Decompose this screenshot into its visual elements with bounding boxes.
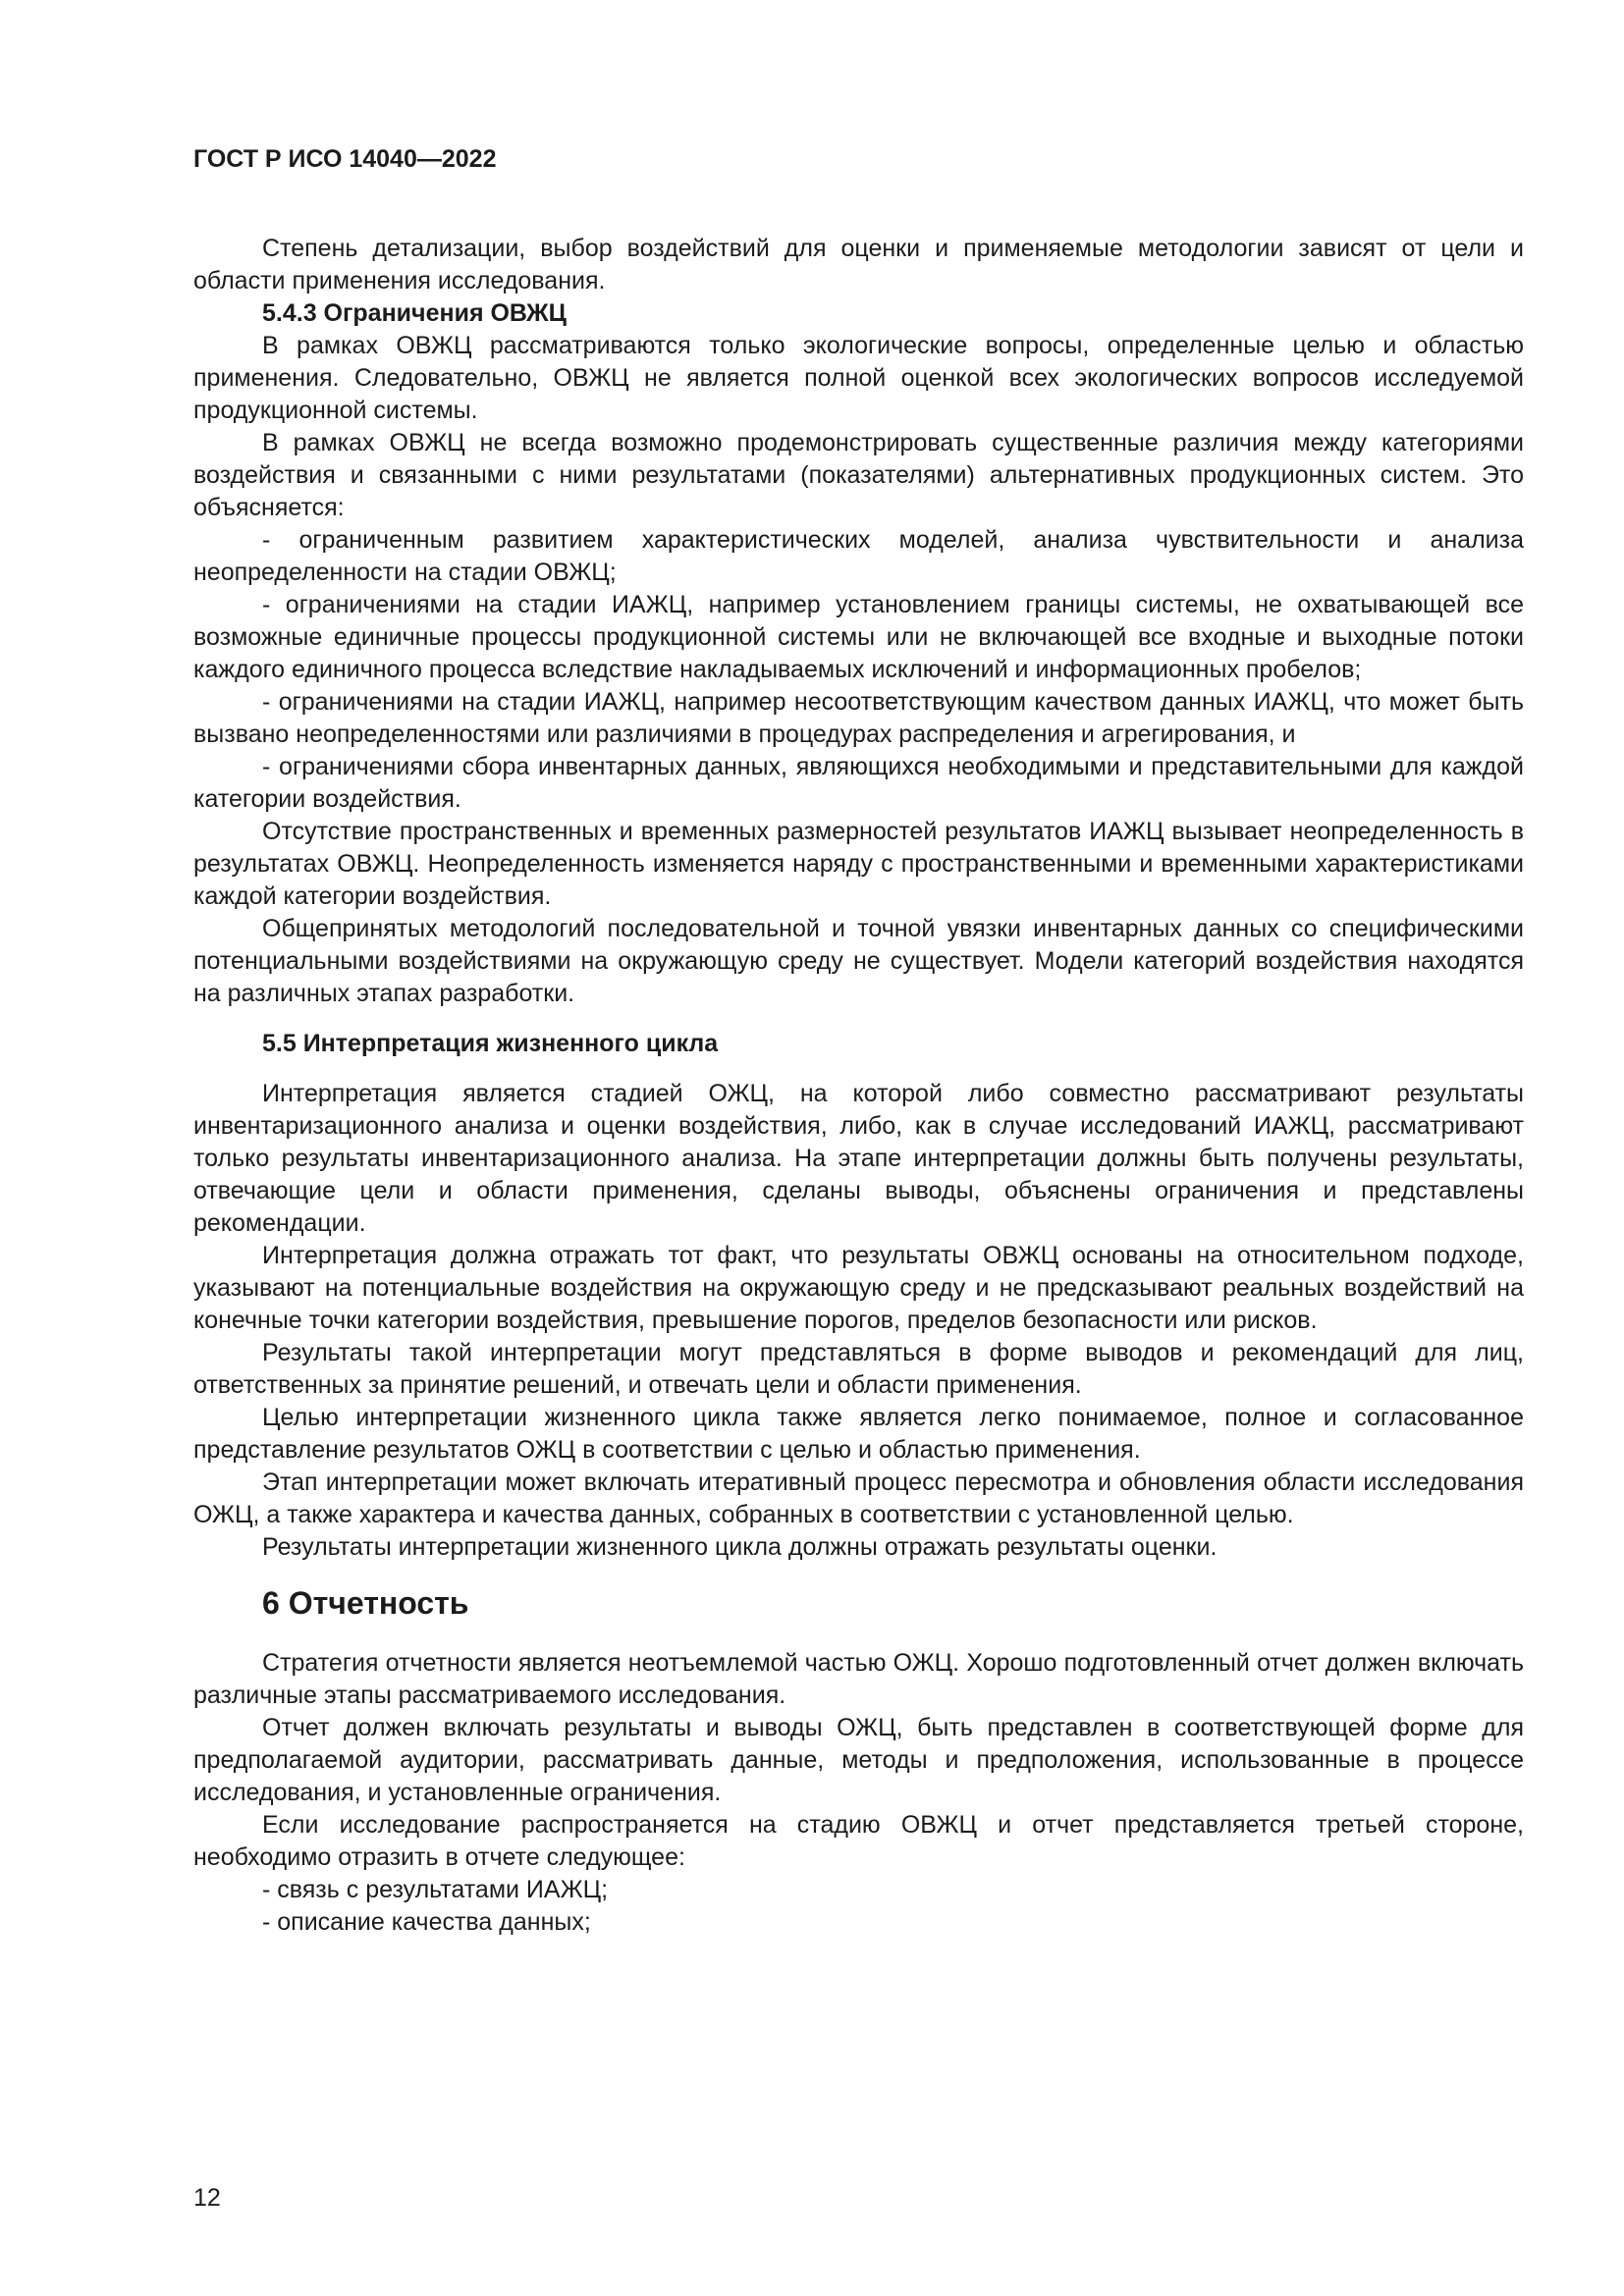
list-item: - описание качества данных; [262,1908,591,1936]
chapter-heading: 6 Отчетность [262,1585,469,1621]
paragraph: Отчет должен включать результаты и выводы ОЖЦ, быть представлен в соответствующей форме для предполагаемой аудитории, рассматривать данные, методы и предположения, использованные в процессе исследования, и установленные ограничения. [193,1714,1524,1806]
paragraph: Если исследование распространяется на стадию ОВЖЦ и отчет представляется третьей стороне, необходимо отразить в отчете следующее: [193,1811,1524,1871]
paragraph: Степень детализации, выбор воздействий для оценки и применяемые методологии зависят от цели и области применения исследования. [193,235,1524,294]
paragraph: В рамках ОВЖЦ рассматриваются только экологические вопросы, определенные целью и областью применения. Следовательно, ОВЖЦ не является полной оценкой всех экологических вопросов исследуемой продукционной системы. [193,332,1524,424]
list-paragraph: - ограничениями сбора инвентарных данных, являющихся необходимыми и представительными для каждой категории воздействия. [193,753,1524,813]
paragraph: Интерпретация является стадией ОЖЦ, на которой либо совместно рассматривают результаты инвентаризационного анализа и оценки воздействия, либо, как в случае исследований ИАЖЦ, рассматривают только результаты инвентаризационного анализа. На этапе интерпретации должны быть получены результаты, отвечающие цели и области применения, сделаны выводы, объяснены ограничения и представлены рекомендации. [193,1080,1524,1237]
list-paragraph: - ограничениями на стадии ИАЖЦ, например несоответствующим качеством данных ИАЖЦ, что может быть вызвано неопределенностями или различиями в процедурах распределения и агрегирования, и [193,688,1524,748]
paragraph: Результаты такой интерпретации могут представляться в форме выводов и рекомендаций для лиц, ответственных за принятие решений, и отвечать цели и области применения. [193,1339,1524,1399]
paragraph: Интерпретация должна отражать тот факт, что результаты ОВЖЦ основаны на относительном подходе, указывают на потенциальные воздействия на окружающую среду и не предсказывают реальных воздействий на конечные точки категории воздействия, превышение порогов, пределов безопасности или рисков. [193,1242,1524,1334]
document-header: ГОСТ Р ИСО 14040—2022 [193,145,497,173]
paragraph: Этап интерпретации может включать итеративный процесс пересмотра и обновления области исследования ОЖЦ, а также характера и качества данных, собранных в соответствии с установленной целью. [193,1468,1524,1528]
list-item: - связь с результатами ИАЖЦ; [262,1876,609,1903]
list-paragraph: - ограничениями на стадии ИАЖЦ, например установлением границы системы, не охватывающей все возможные единичные процессы продукционной системы или не включающей все входные и выходные потоки каждого единичного процесса вследствие накладываемых исключений и информационных пробелов; [193,591,1524,683]
paragraph: Результаты интерпретации жизненного цикла должны отражать результаты оценки. [262,1533,1218,1561]
section-heading: 5.5 Интерпретация жизненного цикла [262,1030,719,1057]
paragraph: Стратегия отчетности является неотъемлемой частью ОЖЦ. Хорошо подготовленный отчет должен включать различные этапы рассматриваемого исследования. [193,1649,1524,1709]
paragraph: Целью интерпретации жизненного цикла также является легко понимаемое, полное и согласованное представление результатов ОЖЦ в соответствии с целью и областью применения. [193,1404,1524,1464]
page-number: 12 [193,2184,221,2212]
document-page [193,145,1524,1939]
paragraph: Общепринятых методологий последовательной и точной увязки инвентарных данных со специфическими потенциальными воздействиями на окружающую среду не существует. Модели категорий воздействия находятся на различных этапах разработки. [193,915,1524,1007]
list-paragraph: - ограниченным развитием характеристических моделей, анализа чувствительности и анализа неопределенности на стадии ОВЖЦ; [193,526,1524,586]
paragraph: Отсутствие пространственных и временных размерностей результатов ИАЖЦ вызывает неопределенность в результатах ОВЖЦ. Неопределенность изменяется наряду с пространственными и временными характеристиками каждой категории воздействия. [193,818,1524,910]
subsection-heading: 5.4.3 Ограничения ОВЖЦ [262,299,567,327]
paragraph: В рамках ОВЖЦ не всегда возможно продемонстрировать существенные различия между категориями воздействия и связанными с ними результатами (показателями) альтернативных продукционных систем. Это объясняется: [193,429,1524,521]
